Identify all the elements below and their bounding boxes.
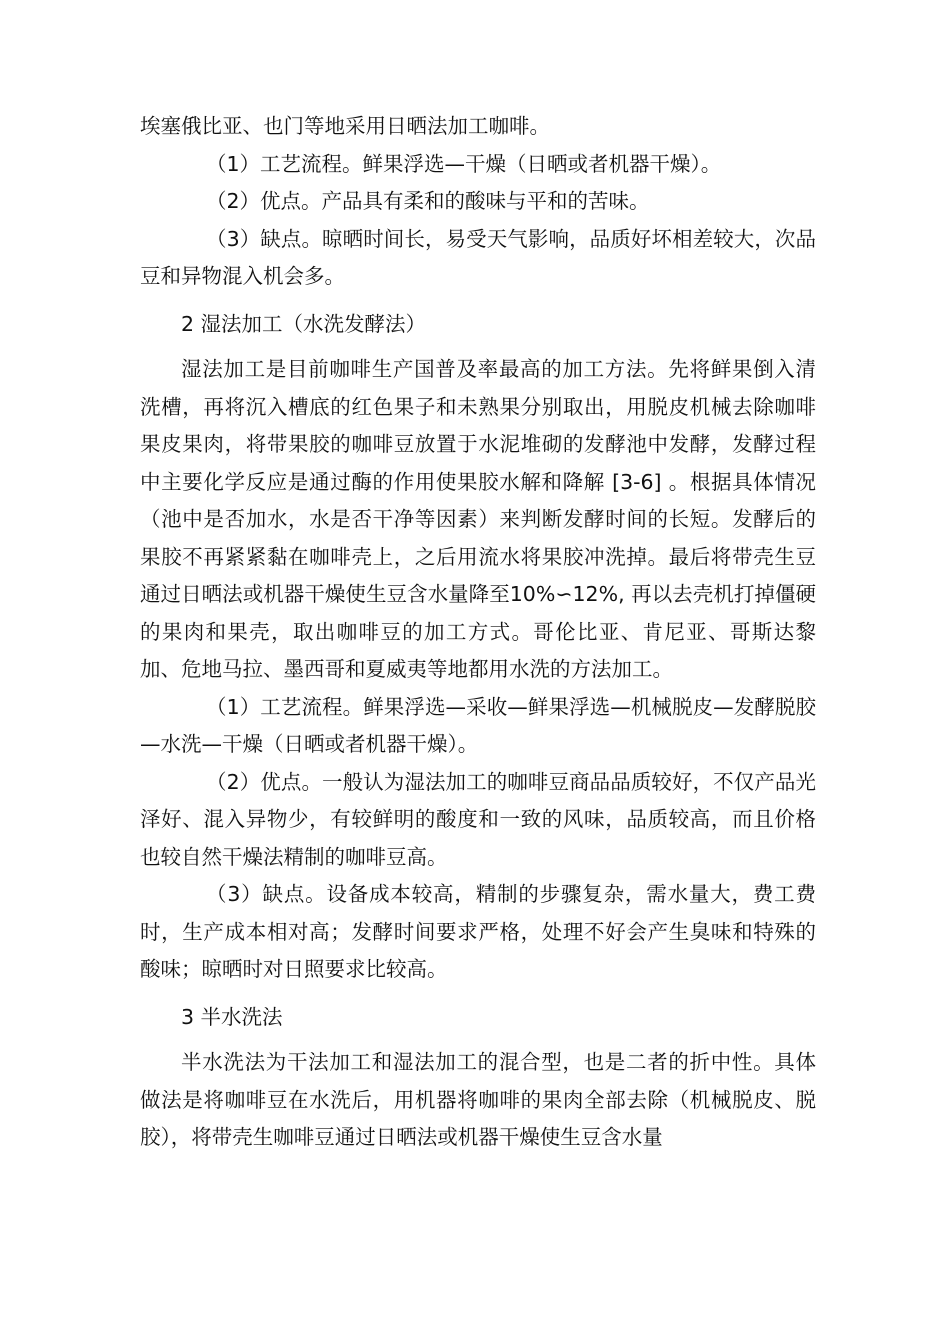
section-heading-semi-washed: 3 半水洗法 xyxy=(181,1004,283,1029)
paragraph-wet-advantages: （2）优点。一般认为湿法加工的咖啡豆商品品质较好，不仅产品光泽好、混入异物少，有较鲜明的酸度和一致的风味，品质较高，而且价格也较自然干燥法精制的咖啡豆高。 xyxy=(140,769,816,869)
paragraph-wet-process-flow: （1）工艺流程。鲜果浮选—采收—鲜果浮选—机械脱皮—发酵脱胶—水洗—干燥（日晒或者机器干燥）。 xyxy=(140,694,816,756)
paragraph-continuation: 埃塞俄比亚、也门等地采用日晒法加工咖啡。 xyxy=(140,114,550,138)
section-heading-wet-process: 2 湿法加工（水洗发酵法） xyxy=(181,311,427,336)
paragraph-dry-disadvantages: （3）缺点。晾晒时间长，易受天气影响，品质好坏相差较大，次品豆和异物混入机会多。 xyxy=(140,226,816,288)
paragraph-semi-washed-body: 半水洗法为干法加工和湿法加工的混合型，也是二者的折中性。具体做法是将咖啡豆在水洗后，用机器将咖啡的果肉全部去除（机械脱皮、脱胶），将带壳生咖啡豆通过日晒法或机器干燥使生豆含水量 xyxy=(140,1050,816,1149)
paragraph-dry-process-flow: （1）工艺流程。鲜果浮选—干燥（日晒或者机器干燥）。 xyxy=(206,151,722,176)
paragraph-wet-process-body: 湿法加工是目前咖啡生产国普及率最高的加工方法。先将鲜果倒入清洗槽，再将沉入槽底的红色果子和未熟果分别取出，用脱皮机械去除咖啡果皮果肉，将带果胶的咖啡豆放置于水泥堆砌的发酵池中发酵，发酵过程中主要化学反应是通过酶的作用使果胶水解和降解 [3-6] 。根据具体情况（池中是否加水，水是否干净等因素）来判断发酵时间的长短。发酵后的果胶不再紧紧黏在咖啡壳上，之后用流水将果胶冲洗掉。最后将带壳生豆通过日晒法或机器干燥使生豆含水量降至10%∽12%, 再以去壳机打掉僵硬的果肉和果壳，取出咖啡豆的加工方式。哥伦比亚、肯尼亚、哥斯达黎加、危地马拉、墨西哥和夏威夷等地都用水洗的方法加工。 xyxy=(140,357,816,681)
document-page xyxy=(140,108,816,1157)
paragraph-dry-advantages: （2）优点。产品具有柔和的酸味与平和的苦味。 xyxy=(206,189,650,213)
paragraph-wet-disadvantages: （3）缺点。设备成本较高，精制的步骤复杂，需水量大，费工费时，生产成本相对高；发酵时间要求严格，处理不好会产生臭味和特殊的酸味；晾晒时对日照要求比较高。 xyxy=(140,882,816,981)
